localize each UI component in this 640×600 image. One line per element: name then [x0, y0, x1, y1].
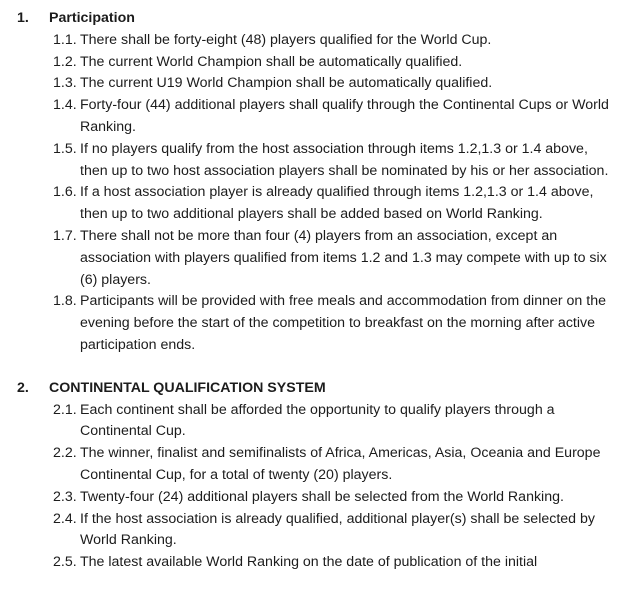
section-title: Participation — [49, 10, 135, 26]
item-text: If the host association is already qualified, additional player(s) shall be selected by World Ranking. — [80, 510, 595, 549]
section-title: CONTINENTAL QUALIFICATION SYSTEM — [49, 379, 326, 396]
item-number: 1.5. — [53, 140, 77, 157]
list-item — [0, 487, 640, 509]
section-participation — [0, 8, 640, 357]
item-number: 2.3. — [53, 488, 77, 505]
item-number: 2.2. — [53, 445, 77, 462]
item-number: 1.2. — [53, 53, 77, 70]
section-heading — [0, 378, 640, 400]
item-text: The latest available World Ranking on the date of publication of the initial — [80, 554, 538, 571]
list-item — [0, 509, 640, 553]
item-text: Twenty-four (24) additional players shall be selected from the World Ranking. — [80, 488, 564, 505]
list-item — [0, 30, 640, 52]
list-item — [0, 139, 640, 183]
item-number: 2.5. — [53, 554, 77, 571]
item-text: There shall not be more than four (4) players from an association, except an association with players qualified from items 1.2 and 1.3 may compete with up to six (6) players. — [80, 227, 607, 288]
section-heading — [0, 8, 640, 30]
list-item — [0, 400, 640, 444]
list-item — [0, 443, 640, 487]
item-number: 1.7. — [53, 227, 77, 244]
item-number: 1.3. — [53, 75, 77, 92]
section-number: 2. — [17, 379, 29, 396]
section-number: 1. — [17, 10, 29, 26]
item-number: 2.4. — [53, 510, 77, 527]
item-text: If no players qualify from the host association through items 1.2,1.3 or 1.4 above, then up to two host association players shall be nominated by his or her association. — [80, 140, 609, 179]
item-text: Participants will be provided with free meals and accommodation from dinner on the evening before the start of the competition to breakfast on the morning after active participation ends. — [80, 293, 606, 353]
list-item — [0, 73, 640, 95]
item-text: Forty-four (44) additional players shall qualify through the Continental Cups or World Ranking. — [80, 97, 609, 135]
list-item — [0, 95, 640, 139]
list-item — [0, 52, 640, 74]
section-continental-qualification — [0, 378, 640, 574]
item-number: 1.4. — [53, 97, 77, 114]
item-text: The winner, finalist and semifinalists of Africa, Americas, Asia, Oceania and Europe Continental Cup, for a total of twenty (20) players. — [80, 445, 601, 483]
item-text: Each continent shall be afforded the opportunity to qualify players through a Continental Cup. — [80, 401, 555, 440]
document-page — [0, 8, 640, 574]
list-item — [0, 182, 640, 226]
list-item — [0, 552, 640, 574]
item-text: If a host association player is already qualified through items 1.2,1.3 or 1.4 above, then up to two additional players shall be added based on World Ranking. — [80, 184, 594, 223]
item-number: 1.8. — [53, 293, 77, 310]
item-number: 1.6. — [53, 184, 77, 201]
list-item — [0, 291, 640, 356]
list-item — [0, 226, 640, 291]
item-number: 2.1. — [53, 401, 77, 418]
item-text: The current World Champion shall be automatically qualified. — [80, 53, 463, 70]
item-number: 1.1. — [53, 31, 77, 48]
item-text: The current U19 World Champion shall be automatically qualified. — [80, 75, 493, 92]
item-text: There shall be forty-eight (48) players qualified for the World Cup. — [80, 31, 492, 48]
